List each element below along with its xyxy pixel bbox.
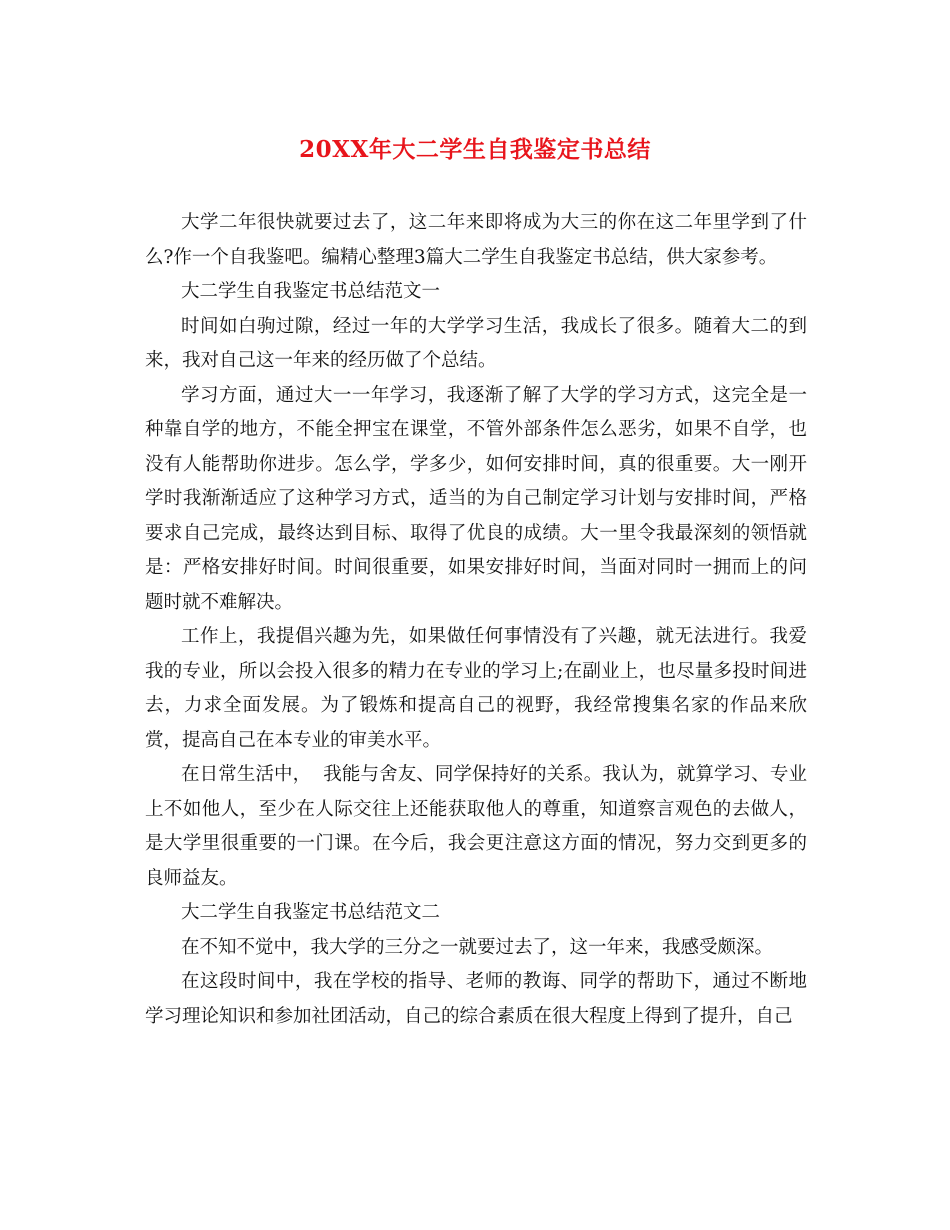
paragraph: 工作上，我提倡兴趣为先，如果做任何事情没有了兴趣，就无法进行。我爱我的专业，所以会投入很多的精力在专业的学习上;在副业上，也尽量多投时间进去，力求全面发展。为了锻炼和提高自己的视野，我经常搜集名家的作品来欣赏，提高自己在本专业的审美水平。	[145, 626, 807, 751]
paragraph: 时间如白驹过隙，经过一年的大学学习生活，我成长了很多。随着大二的到来，我对自己这一年来的经历做了个总结。	[145, 315, 807, 371]
document-title: 20XX年大二学生自我鉴定书总结	[299, 136, 651, 163]
paragraph-intro: 大学二年很快就要过去了，这二年来即将成为大三的你在这二年里学到了什么?作一个自我鉴吧。编精心整理3篇大二学生自我鉴定书总结，供大家参考。	[145, 212, 807, 268]
section-heading-2: 大二学生自我鉴定书总结范文二	[181, 902, 441, 923]
paragraph: 在这段时间中，我在学校的指导、老师的教诲、同学的帮助下，通过不断地学习理论知识和参加社团活动，自己的综合素质在很大程度上得到了提升，自己	[145, 971, 807, 1027]
paragraph: 在不知不觉中，我大学的三分之一就要过去了，这一年来，我感受颇深。	[181, 936, 774, 958]
paragraph: 在日常生活中， 我能与舍友、同学保持好的关系。我认为，就算学习、专业上不如他人，至少在人际交往上还能获取他人的尊重，知道察言观色的去做人，是大学里很重要的一门课。在今后，我会更注意这方面的情况，努力交到更多的良师益友。	[145, 764, 807, 889]
section-heading-1: 大二学生自我鉴定书总结范文一	[181, 281, 441, 302]
document-body	[145, 206, 807, 1034]
paragraph: 学习方面，通过大一一年学习，我逐渐了解了大学的学习方式，这完全是一种靠自学的地方，不能全押宝在课堂，不管外部条件怎么恶劣，如果不自学，也没有人能帮助你进步。怎么学，学多少，如何安排时间，真的很重要。大一刚开学时我渐渐适应了这种学习方式，适当的为自己制定学习计划与安排时间，严格要求自己完成，最终达到目标、取得了优良的成绩。大一里令我最深刻的领悟就是：严格安排好时间。时间很重要，如果安排好时间，当面对同时一拥而上的问题时就不难解决。	[145, 384, 807, 613]
